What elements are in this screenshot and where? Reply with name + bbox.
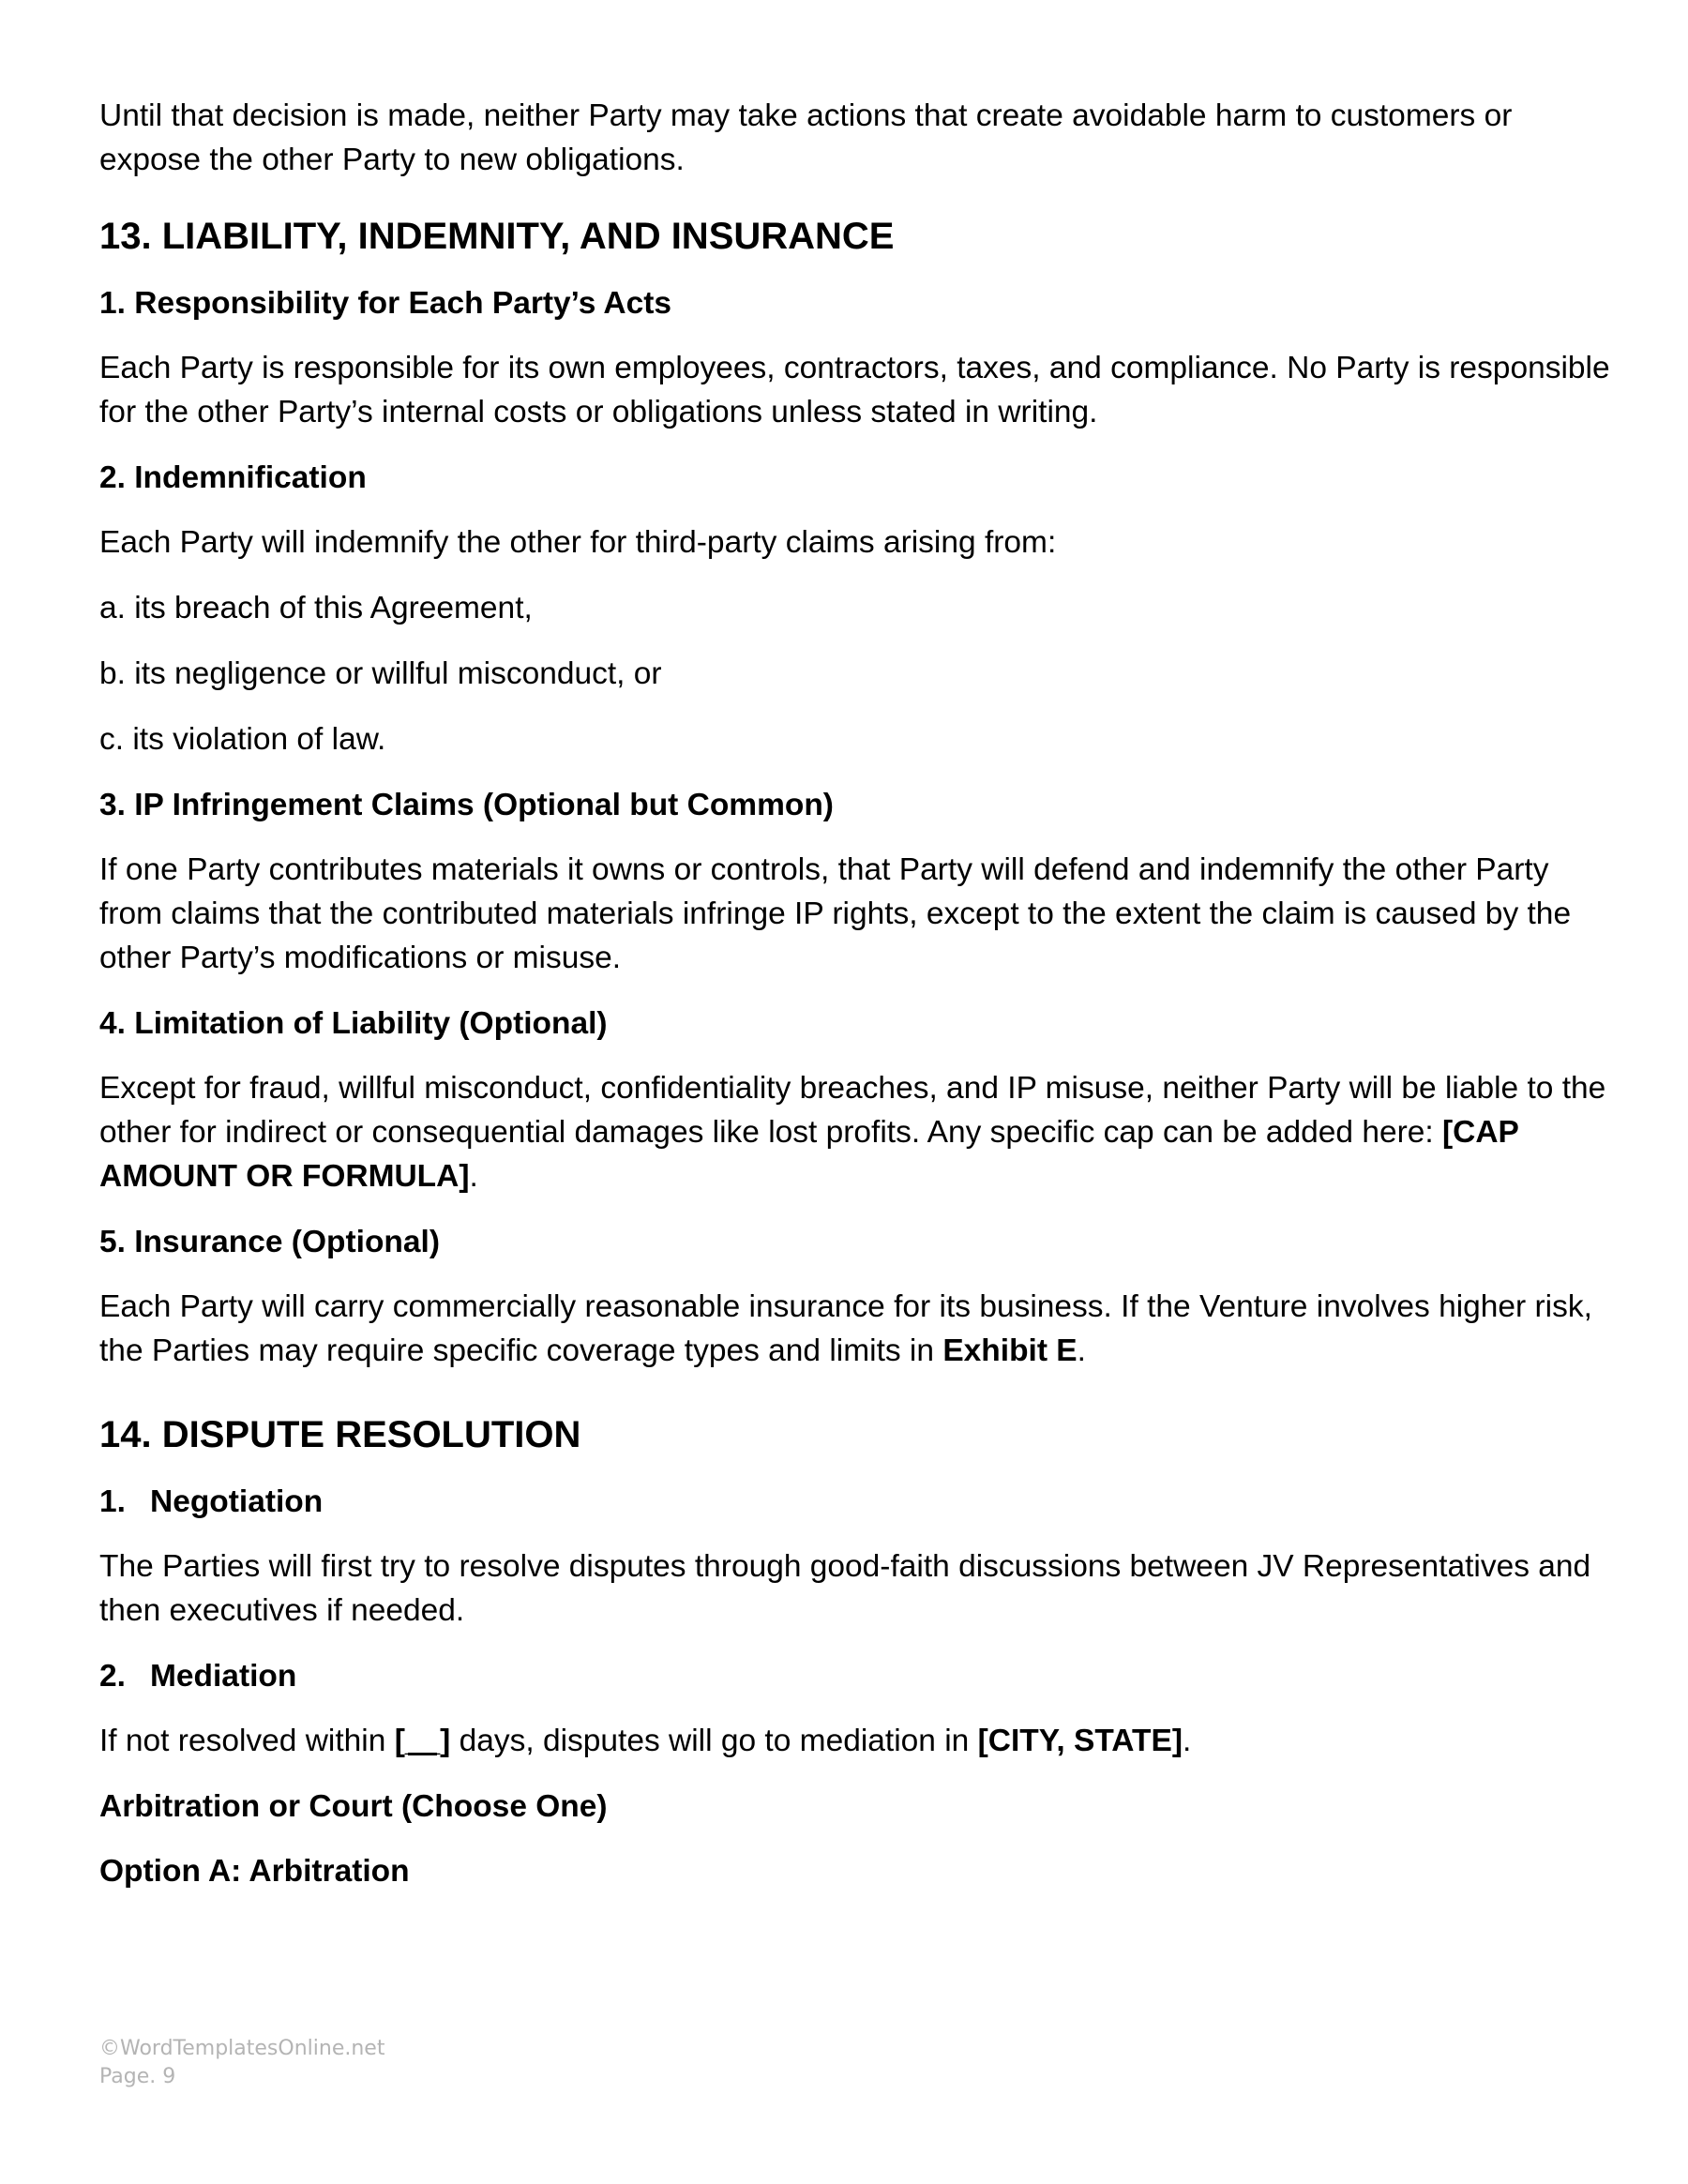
exhibit-reference: Exhibit E (942, 1333, 1078, 1368)
list-item: a. its breach of this Agreement, (99, 591, 533, 625)
copyright-text: ©WordTemplatesOnline.net (99, 2037, 385, 2060)
section-14-heading: 14. DISPUTE RESOLUTION (99, 1414, 581, 1455)
subsection-14-2-heading (99, 1654, 1619, 1698)
list-item: c. its violation of law. (99, 722, 386, 757)
body-text: days, disputes will go to mediation in (450, 1724, 978, 1758)
subsection-13-3-body: If one Party contributes materials it owns or controls, that Party will defend and indemnify the other Party from claims that the contributed materials infringe IP rights, except to the extent the claim is caused by the other Party’s modifications or misuse. (99, 852, 1572, 975)
section-13-heading: 13. LIABILITY, INDEMNITY, AND INSURANCE (99, 216, 895, 257)
body-text: . (1182, 1724, 1192, 1758)
subsection-13-2-body: Each Party will indemnify the other for third-party claims arising from: (99, 525, 1057, 560)
subsection-13-4-heading: 4. Limitation of Liability (Optional) (99, 1006, 608, 1041)
subsection-13-4-body (99, 1066, 1619, 1198)
intro-paragraph: Until that decision is made, neither Party may take actions that create avoidable harm to customers or expose the other Party to new obligations. (99, 98, 1513, 177)
subsection-13-5-heading: 5. Insurance (Optional) (99, 1225, 440, 1259)
body-text: . (469, 1159, 478, 1194)
body-text: . (1077, 1333, 1086, 1368)
subsection-13-2-heading: 2. Indemnification (99, 460, 367, 495)
document-page (99, 94, 1619, 1914)
arbitration-heading: Arbitration or Court (Choose One) (99, 1789, 608, 1824)
cap-amount-placeholder: [CAP AMOUNT OR FORMULA] (99, 1115, 1519, 1194)
subsection-13-1-heading: 1. Responsibility for Each Party’s Acts (99, 286, 672, 321)
body-text: If not resolved within (99, 1724, 395, 1758)
subsection-14-1-heading (99, 1480, 1619, 1524)
subsection-number: 1. (99, 1484, 126, 1519)
subsection-number: 2. (99, 1659, 126, 1694)
subsection-13-5-body (99, 1285, 1619, 1373)
subsection-14-1-body: The Parties will first try to resolve disputes through good-faith discussions between JV Representatives and then executives if needed. (99, 1549, 1591, 1628)
list-item: b. its negligence or willful misconduct, or (99, 656, 662, 691)
subsection-title: Mediation (150, 1659, 297, 1694)
body-text: Each Party will carry commercially reasonable insurance for its business. If the Venture involves higher risk, the Parties may require specific coverage types and limits in (99, 1289, 1592, 1368)
option-a-heading: Option A: Arbitration (99, 1854, 410, 1889)
subsection-title: Negotiation (150, 1484, 324, 1519)
page-number: Page. 9 (99, 2065, 176, 2088)
city-state-placeholder: [CITY, STATE] (977, 1724, 1183, 1758)
page-footer (99, 2035, 384, 2091)
days-blank-placeholder: [__] (394, 1724, 451, 1758)
body-text: Except for fraud, willful misconduct, confidentiality breaches, and IP misuse, neither Party will be liable to the other for indirect or consequential damages like lost profits. Any specific cap can be added here: (99, 1071, 1606, 1150)
subsection-14-2-body (99, 1719, 1619, 1763)
subsection-13-3-heading: 3. IP Infringement Claims (Optional but Common) (99, 788, 834, 822)
subsection-13-1-body: Each Party is responsible for its own employees, contractors, taxes, and compliance. No Party is responsible for the other Party’s internal costs or obligations unless stated in writing. (99, 351, 1610, 429)
